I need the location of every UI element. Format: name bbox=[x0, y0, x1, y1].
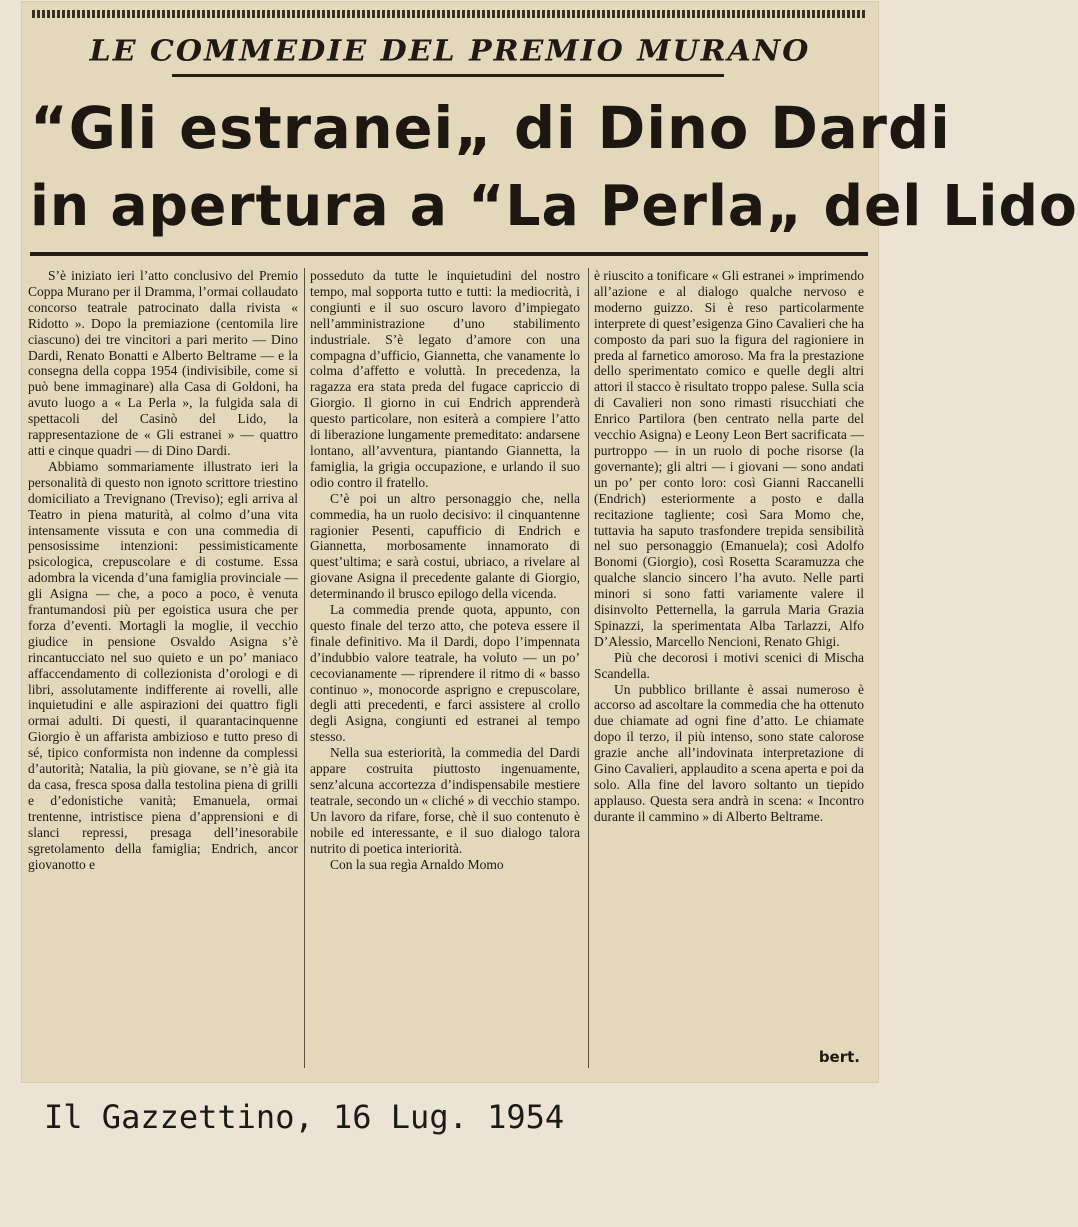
top-dashed-rule bbox=[32, 10, 866, 18]
author-signature: bert. bbox=[818, 1048, 860, 1066]
kicker-title: LE COMMEDIE DEL PREMIO MURANO bbox=[89, 34, 811, 69]
column-divider bbox=[304, 268, 305, 1068]
paragraph: C’è poi un altro personaggio che, nella commedia, ha un ruolo decisivo: il cinquantenne ragionier Pesenti, capufficio di Endrich e Giannetta, morbosamente innamorato di quest’ultima; e sarà costui, ubriaco, a rivelare al giovane Asigna il precedente galante di Giorgio, determinando il brusco epilogo della vicenda. bbox=[310, 490, 580, 602]
paragraph: posseduto da tutte le inquietudini del nostro tempo, mal sopporta tutto e tutti: la mediocrità, i congiunti e il suo oscuro lavoro d’impiegato nell’amministrazione d’uno stabilimento industriale. S’è legato d’amore con una compagna d’ufficio, Giannetta, che vanamente lo colma d’affetto e voluttà. In precedenza, la ragazza era stata preda del fugace capriccio di Giorgio. Il giorno in cui Endrich apprenderà questo particolare, non esiterà a compiere l’atto di liberazione lungamente premeditato: andarsene lontano, all’avventura, piantando Giannetta, la famiglia, la grigia occupazione, e urlando il suo odio contro il fratello. bbox=[310, 268, 580, 490]
article-column-2 bbox=[310, 268, 580, 1068]
kicker-underline bbox=[172, 74, 724, 77]
paragraph: Nella sua esteriorità, la commedia del Dardi appare costruita piuttosto ingenuamente, senz’alcuna accortezza d’indispensabile mestiere teatrale, secondo un « cliché » di vecchio stampo. Un lavoro da rifare, forse, chè il suo contenuto è nobile ed interessante, e il suo dialogo talora nutrito di poetica interiorità. bbox=[310, 745, 580, 856]
paragraph: è riuscito a tonificare « Gli estranei » imprimendo all’azione e al dialogo qualche nervoso e moderno guizzo. Si è reso particolarmente interprete di quest’esigenza Gino Cavalieri che ha composto da pari suo la figura del ragioniere in preda al farnetico amoroso. Ma fra la prestazione dello sperimentato comico e quelle degli altri attori il stacco è risultato troppo palese. Sulla scia di Cavalieri non sono rimasti risucchiati che Enrico Partilora (ben centrato nella parte del vecchio Asigna) e Leony Leon Bert sacrificata — purtroppo — in un ruolo di poche risorse (la governante); gli altri — i giovani — sono andati un po’ per conto loro: così Gianni Raccanelli (Endrich) esteriormente a posto e dalla recitazione tagliente; così Sara Momo che, tuttavia ha saputo trasfondere trepida sensibilità nel suo personaggio (Emanuela); così Adolfo Bonomi (Giorgio), così Rosetta Scaramuzza che qualche slancio sincero l’ha avuto. Nelle parti minori si sono fatti variamente valere il disinvolto Petternella, la garrula Maria Grazia Spinazzi, la sperimentata Alba Tarlazzi, Alfo D’Alessio, Marcello Nencioni, Renato Ghigi. bbox=[594, 268, 864, 649]
paragraph: Più che decorosi i motivi scenici di Mischa Scandella. bbox=[594, 649, 864, 681]
headline-rule bbox=[30, 252, 868, 256]
newspaper-clipping bbox=[22, 2, 1078, 1082]
headline-line-2: in apertura a “La Perla„ del Lido bbox=[30, 174, 1078, 239]
headline-line-1: “Gli estranei„ di Dino Dardi bbox=[30, 94, 951, 162]
paragraph: La commedia prende quota, appunto, con questo finale del terzo atto, che poteva essere il finale definitivo. Ma il Dardi, dopo l’impennata d’indubbio valore teatrale, ha voluto — un po’ cecovianamente — riprendere il ritmo di « basso continuo », monocorde asprigno e crepuscolare, degli atti precedenti, e farci assistere al crollo degli Asigna, congiunti ed estranei al tempo stesso. bbox=[310, 602, 580, 745]
paragraph: Un pubblico brillante è assai numeroso è accorso ad ascoltare la commedia che ha ottenuto due chiamate ad ogni fine d’atto. Le chiamate dopo il terzo, il più intenso, sono state calorose grazie anche all’indovinata interpretazione di Gino Cavalieri, applaudito a scena aperta e poi da solo. Alla fine del lavoro soltanto un tiepido applauso. Questa sera andrà in scena: « Incontro durante il cammino » di Alberto Beltrame. bbox=[594, 681, 864, 824]
paragraph: Con la sua regìa Arnaldo Momo bbox=[330, 856, 504, 872]
article-column-1 bbox=[28, 268, 298, 1068]
paragraph: S’è iniziato ieri l’atto conclusivo del Premio Coppa Murano per il Dramma, l’ormai collaudato concorso teatrale patrocinato dalla rivista « Ridotto ». Dopo la premiazione (centomila lire ciascuno) dei tre vincitori a pari merito — Dino Dardi, Renato Bonatti e Alberto Beltrame — e la consegna della coppa 1954 (indivisibile, come si può bene immaginare) alla Casa di Goldoni, ha avuto luogo a « La Perla », la fulgida sala di spettacoli del Casinò del Lido, la rappresentazione de « Gli estranei » — quattro atti e cinque quadri — di Dino Dardi. bbox=[28, 268, 298, 458]
source-caption: Il Gazzettino, 16 Lug. 1954 bbox=[44, 1098, 565, 1136]
paragraph: Abbiamo sommariamente illustrato ieri la personalità di questo non ignoto scrittore triestino domiciliato a Trevignano (Treviso); egli arriva al Teatro in piena maturità, al colmo d’una vita intensamente vissuta e con una commedia di pensosissime intenzioni: pessimisticamente psicologica, crepuscolare e di costume. Essa adombra la vicenda d’una famiglia provinciale — gli Asigna — che, a poco a poco, è venuta frantumandosi più per egoistica usura che per forza d’eventi. Mortagli la moglie, il vecchio giudice in pensione Osvaldo Asigna s’è rincantucciato nel suo quieto e un po’ maniaco affaccendamento di collezionista d’orologi e di libri, assolutamente indifferente ai rovelli, alle inquietudini e alle aspirazioni dei quattro figli ormai adulti. Di questi, il quarantacinquenne Giorgio è un affarista ambizioso e tutto preso di sé, tipico conformista non indenne da complessi d’autorità; Natalia, la più giovane, se n’è già ita da casa, fresca sposa dalla testolina piena di grilli e d’edonistiche vanità; Emanuela, ormai trentenne, intristisce piena d’apprensioni e di slanci repressi, presaga dell’inesorabile sgretolamento della famiglia; Endrich, ancor giovanotto e bbox=[28, 458, 298, 872]
column-divider bbox=[588, 268, 589, 1068]
article-column-3 bbox=[594, 268, 864, 1068]
